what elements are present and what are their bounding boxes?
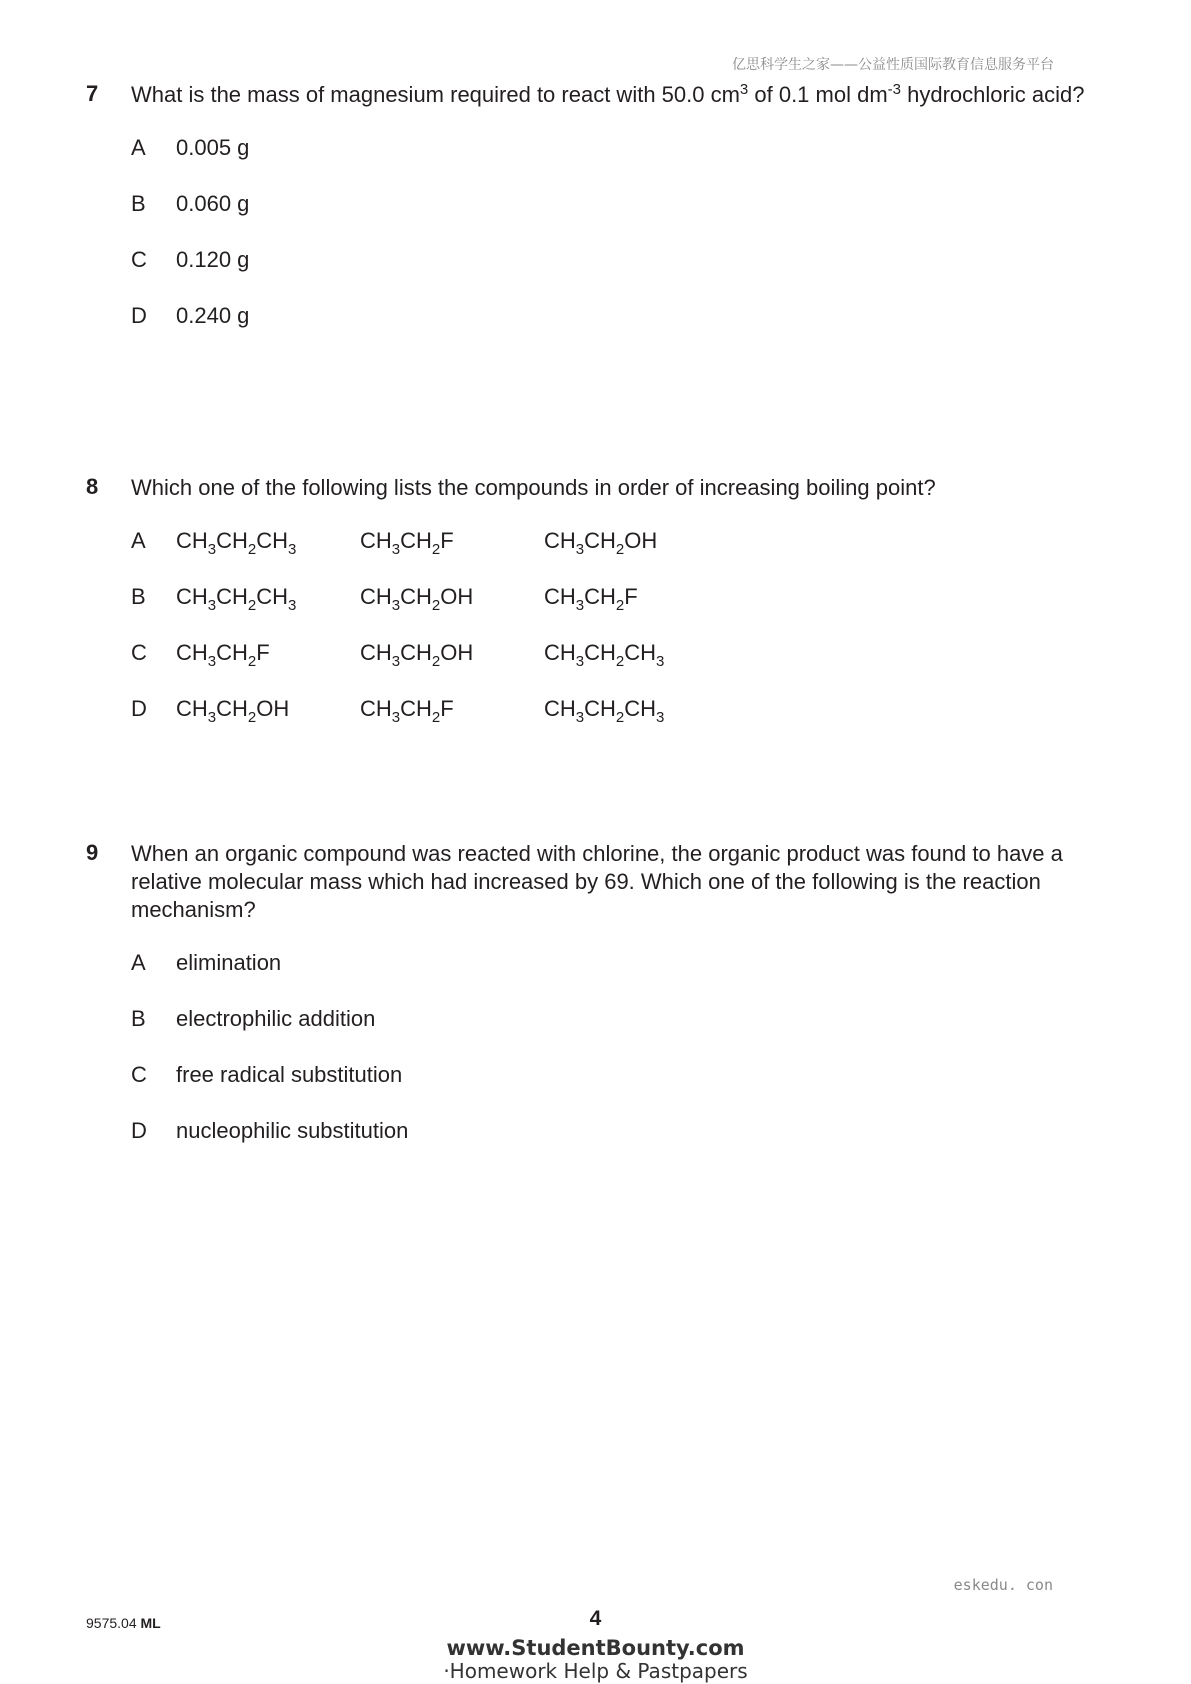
paper-code-number: 9575.04 [86,1615,137,1631]
compound-formula: $CH_3CH_2F$ [176,640,270,670]
header-watermark: 亿思科学生之家——公益性质国际教育信息服务平台 [732,57,1054,73]
compound-formula: $CH_3CH_2OH$ [544,528,658,558]
option-c[interactable] [131,640,1106,696]
question-number: 8 [86,474,99,499]
option-value: elimination [176,950,282,975]
option-letter: D [131,303,147,328]
option-a[interactable] [131,950,1106,1006]
options-list [131,135,1106,359]
compound-formula: $CH_3CH_2F$ [360,528,454,558]
option-d[interactable] [131,696,1106,752]
question-number: 7 [86,81,99,106]
paper-code-suffix: ML [140,1615,161,1631]
compound-formula: $CH_3CH_2F$ [544,584,638,614]
option-d[interactable] [131,303,1106,359]
option-value: free radical substitution [176,1062,403,1087]
option-letter: A [131,950,146,975]
option-value: 0.240 g [176,303,250,328]
studentbounty-url[interactable]: www.StudentBounty.com [446,1636,745,1660]
question-8 [86,474,1106,752]
option-letter: B [131,191,146,216]
compound-formula: $CH_3CH_2F$ [360,696,454,726]
superscript: -3 [887,81,901,98]
option-d[interactable] [131,1118,1106,1174]
option-letter: B [131,1006,146,1031]
option-letter: A [131,528,146,553]
option-a[interactable] [131,135,1106,191]
option-value: 0.060 g [176,191,250,216]
studentbounty-logo[interactable] [0,1636,1191,1682]
question-number: 9 [86,840,99,865]
option-b[interactable] [131,584,1106,640]
option-a[interactable] [131,528,1106,584]
superscript: 3 [739,81,749,98]
compound-formula: $CH_3CH_2OH$ [360,640,474,670]
option-letter: D [131,696,147,721]
compound-formula: $CH_3CH_2OH$ [176,696,290,726]
option-value: 0.005 g [176,135,250,160]
option-b[interactable] [131,1006,1106,1062]
question-9 [86,840,1106,1174]
options-list [131,528,1106,752]
compound-formula: $CH_3CH_2CH_3$ [544,640,665,670]
compound-formula: $CH_3CH_2CH_3$ [544,696,665,726]
option-letter: D [131,1118,147,1143]
question-7 [86,81,1106,359]
option-letter: C [131,640,147,665]
option-value: 0.120 g [176,247,250,272]
option-letter: A [131,135,146,160]
option-value: nucleophilic substitution [176,1118,409,1143]
option-c[interactable] [131,1062,1106,1118]
options-list [131,950,1106,1174]
compound-formula: $CH_3CH_2CH_3$ [176,528,297,558]
question-text [131,81,1106,109]
question-text-part: What is the mass of magnesium required to react with 50.0 cm [131,82,740,107]
studentbounty-tagline: ·Homework Help & Pastpapers [443,1659,748,1683]
option-c[interactable] [131,247,1106,303]
question-text-part: hydrochloric acid? [901,82,1085,107]
option-letter: C [131,1062,147,1087]
compound-formula: $CH_3CH_2CH_3$ [176,584,297,614]
option-letter: C [131,247,147,272]
page-number: 4 [589,1607,602,1630]
question-text-part: of 0.1 mol dm [748,82,888,107]
option-b[interactable] [131,191,1106,247]
compound-formula: $CH_3CH_2OH$ [360,584,474,614]
question-text: Which one of the following lists the compounds in order of increasing boiling point? [131,475,936,500]
question-text: When an organic compound was reacted with chlorine, the organic product was found to have a relative molecular mass which had increased by 69. Which one of the following is the reaction mechanism? [131,841,1063,922]
option-letter: B [131,584,146,609]
eskedu-watermark: eskedu. con [953,1576,1053,1594]
option-value: electrophilic addition [176,1006,376,1031]
